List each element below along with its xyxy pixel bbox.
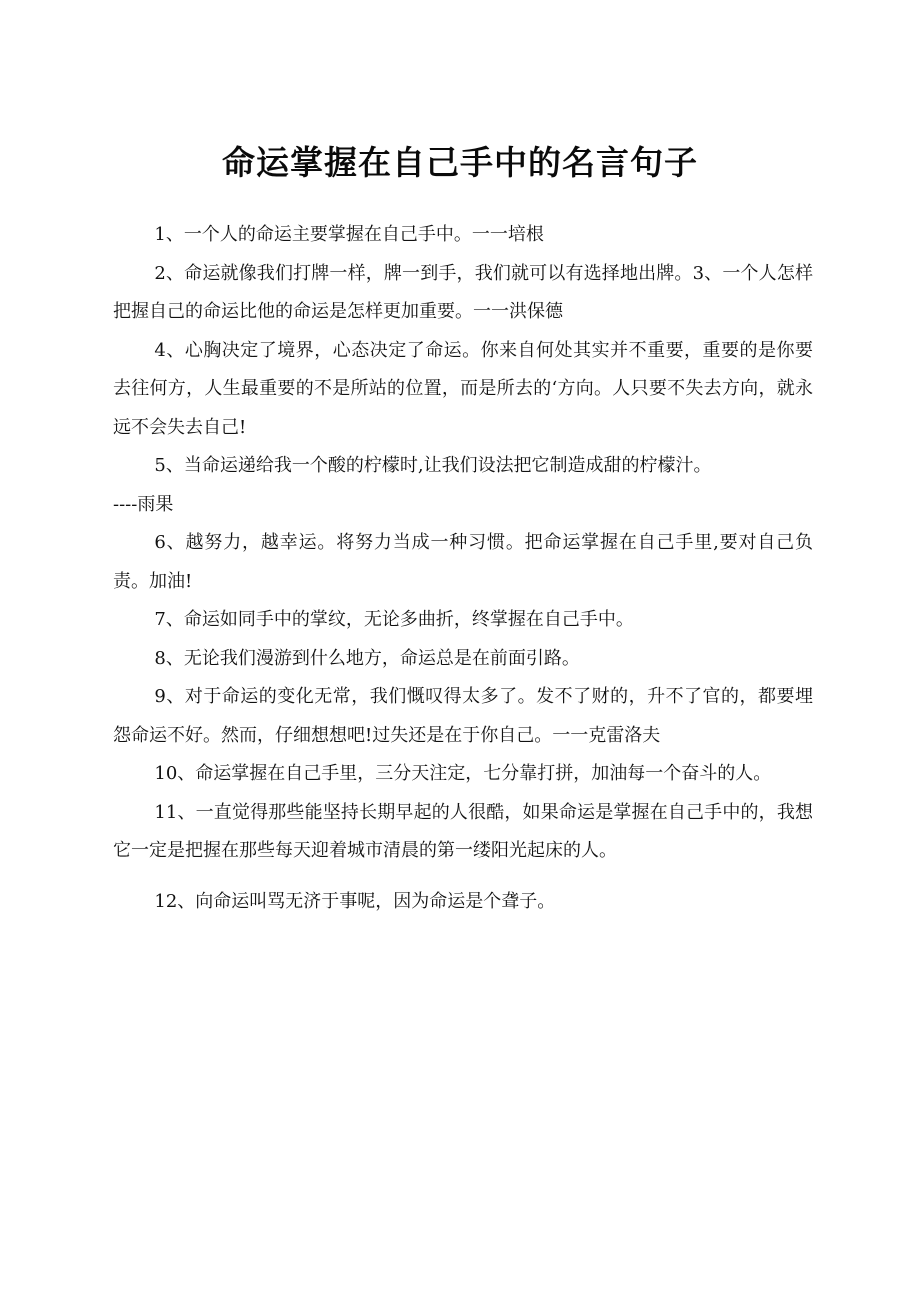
quote-6: 6、越努力，越幸运。将努力当成一种习惯。把命运掌握在自己手里,要对自己负责。加油!: [113, 532, 813, 592]
page-title: 命运掌握在自己手中的名言句子: [222, 143, 698, 183]
quote-5-attribution: ----雨果: [113, 493, 174, 515]
quote-7: 7、命运如同手中的掌纹，无论多曲折，终掌握在自己手中。: [154, 609, 634, 630]
quote-4: 4、心胸决定了境界，心态决定了命运。你来自何处其实并不重要，重要的是你要去往何方，人生最重要的不是所站的位置，而是所去的‘方向。人只要不失去方向，就永远不会失去自己!: [113, 339, 813, 438]
quote-list: [113, 216, 813, 921]
quote-8: 8、无论我们漫游到什么地方，命运总是在前面引路。: [154, 647, 580, 669]
quote-5: 5、当命运递给我一个酸的柠檬时,让我们设法把它制造成甜的柠檬汁。: [154, 455, 712, 476]
quote-9: 9、对于命运的变化无常，我们慨叹得太多了。发不了财的，升不了官的，都要埋怨命运不好。然而，仔细想想吧!过失还是在于你自己。一一克雷洛夫: [113, 686, 813, 746]
quote-11: 11、一直觉得那些能坚持长期早起的人很酷，如果命运是掌握在自己手中的，我想它一定是把握在那些每天迎着城市清晨的第一缕阳光起床的人。: [113, 801, 813, 861]
quote-2-3: 2、命运就像我们打牌一样，牌一到手，我们就可以有选择地出牌。3、一个人怎样把握自己的命运比他的命运是怎样更加重要。一一洪保德: [113, 262, 813, 322]
quote-12: 12、向命运叫骂无济于事呢，因为命运是个聋子。: [154, 890, 556, 912]
quote-10: 10、命运掌握在自己手里，三分天注定，七分靠打拼，加油每一个奋斗的人。: [154, 763, 772, 784]
quote-1: 1、一个人的命运主要掌握在自己手中。一一培根: [154, 224, 544, 245]
